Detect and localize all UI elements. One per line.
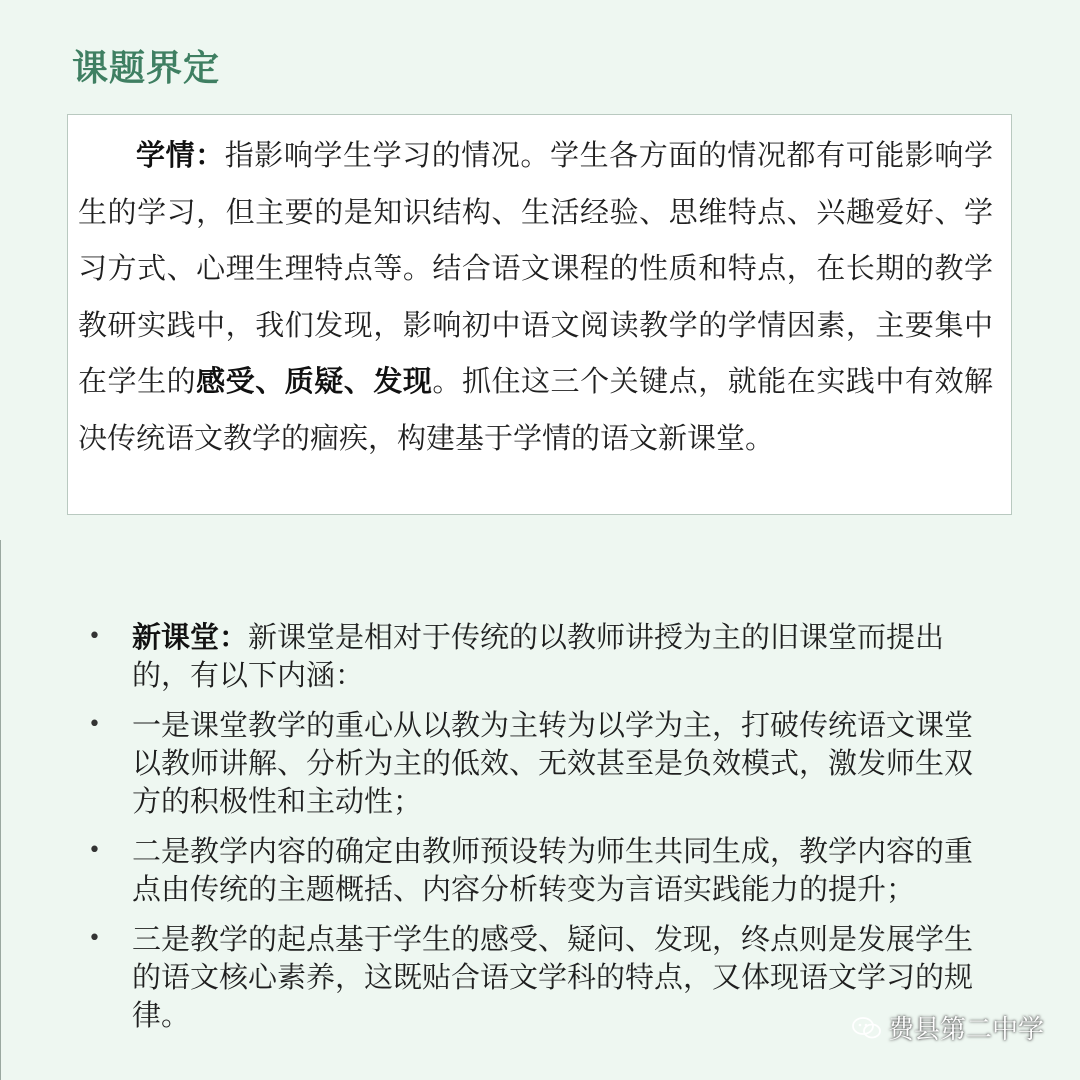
bullet-icon: • <box>88 926 101 951</box>
list-item <box>84 706 984 820</box>
list-item <box>84 920 984 1034</box>
bullet-icon: • <box>88 838 101 863</box>
bullet-text: 一是课堂教学的重心从以教为主转为以学为主，打破传统语文课堂以教师讲解、分析为主的低效、无效甚至是负效模式，激发师生双方的积极性和主动性； <box>132 708 974 818</box>
definition-emphasis: 感受、质疑、发现 <box>196 364 433 398</box>
list-item <box>84 618 984 694</box>
definition-paragraph <box>78 127 993 466</box>
bullet-term: 新课堂： <box>132 620 249 654</box>
bullet-icon: • <box>88 712 101 737</box>
watermark <box>852 1009 1044 1046</box>
watermark-text: 费县第二中学 <box>887 1015 1044 1045</box>
bullet-text: 新课堂是相对于传统的以教师讲授为主的旧课堂而提出的，有以下内涵： <box>132 620 945 692</box>
bullet-text: 二是教学内容的确定由教师预设转为师生共同生成，教学内容的重点由传统的主题概括、内容分析转变为言语实践能力的提升； <box>132 834 974 906</box>
left-divider <box>0 540 1 1080</box>
bullet-icon: • <box>88 624 101 649</box>
definition-text-part1: 指影响学生学习的情况。学生各方面的情况都有可能影响学生的学习，但主要的是知识结构、生活经验、思维特点、兴趣爱好、学习方式、心理生理特点等。结合语文课程的性质和特点，在长期的教学教研实践中，我们发现，影响初中语文阅读教学的学情因素，主要集中在学生的 <box>78 138 993 398</box>
list-item <box>84 832 984 908</box>
definition-term: 学情： <box>136 138 225 172</box>
bullet-text: 三是教学的起点基于学生的感受、疑问、发现，终点则是发展学生的语文核心素养，这既贴合语文学科的特点，又体现语文学习的规律。 <box>132 922 974 1032</box>
bullet-list <box>84 618 984 1046</box>
page-title: 课题界定 <box>72 48 221 89</box>
wechat-icon <box>852 1016 882 1040</box>
definition-box <box>67 114 1012 515</box>
definition-text-part2: 。抓住这三个关键点，就能在实践中有效解决传统语文教学的痼疾，构建基于学情的语文新课堂。 <box>78 364 993 455</box>
